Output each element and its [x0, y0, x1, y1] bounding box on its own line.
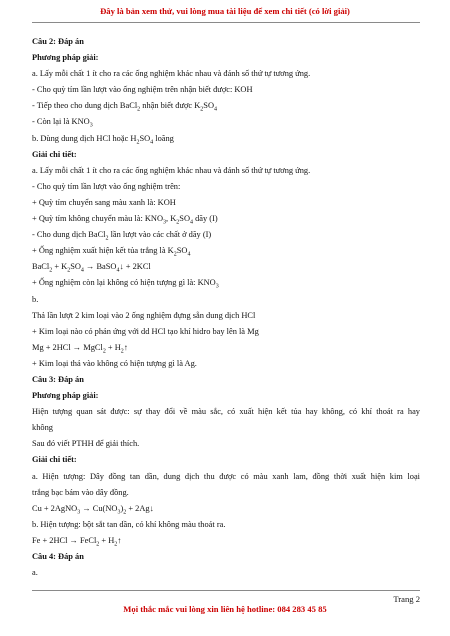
text-line: a. Lấy mỗi chất 1 ít cho ra các ống nghiệm khác nhau và đánh số thứ tự tương ứng. [32, 165, 311, 175]
text-line: - Tiếp theo cho dung dịch BaCl$_2$ nhận biết được $K_2SO_4$ [32, 101, 218, 114]
text-line: b. Hiện tượng: bột sắt tan dần, có khí không màu thoát ra. [32, 519, 226, 529]
solution-heading: Giải chi tiết: [32, 455, 77, 465]
header-divider [32, 22, 420, 23]
page-number: Trang 2 [393, 594, 420, 604]
equation-line: Mg + 2HCl → MgCl$_2$ + $H_2↑$ [32, 342, 128, 355]
question-4-heading: Câu 4: Đáp án [32, 552, 84, 561]
text-line: Hiện tượng quan sát được: sự thay đổi về màu sắc, có xuất hiện kết tủa hay không, có khí thoát ra hay [32, 407, 420, 417]
text-line: a. Hiện tượng: Dây đồng tan dần, dung dịch thu được có màu xanh lam, đồng thời xuất hiện kim loại [32, 471, 420, 481]
question-2-heading: Câu 2: Đáp án [32, 37, 84, 46]
equation-line: Fe + 2HCl → FeCl$_2$ + $H_2↑$ [32, 535, 122, 548]
hotline-footer: Mọi thắc mắc vui lòng xin liên hệ hotline: 084 283 45 85 [123, 604, 327, 614]
method-heading: Phương pháp giải: [32, 391, 99, 401]
text-line: + Quỳ tím chuyển sang màu xanh là: KOH [32, 197, 176, 207]
method-heading: Phương pháp giải: [32, 53, 99, 63]
document-body [32, 34, 420, 581]
solution-heading: Giải chi tiết: [32, 149, 77, 159]
text-line: + Ống nghiệm còn lại không có hiện tượng gì là: $KNO_3$ [32, 278, 219, 291]
preview-banner: Đây là bản xem thử, vui lòng mua tài liệu để xem chi tiết (có lời giải) [100, 6, 350, 16]
text-line: b. [32, 294, 39, 304]
text-line: Thả lần lượt 2 kim loại vào 2 ống nghiệm đựng sẵn dung dịch HCl [32, 310, 256, 320]
text-line: + Kim loại nào có phản ứng với dd HCl tạo khí hidro bay lên là Mg [32, 326, 259, 336]
text-line: - Còn lại là $KNO_3$ [32, 117, 93, 130]
text-line: b. Dùng dung dịch HCl hoặc $H_2SO_4$ loãng [32, 133, 174, 146]
text-line: a. Lấy mỗi chất 1 ít cho ra các ống nghiệm khác nhau và đánh số thứ tự tương ứng. [32, 69, 311, 79]
equation-line: BaCl$_2$ + $K_2SO_4$ → BaSO$_4$↓ + 2KCl [32, 262, 151, 274]
text-line: + Quỳ tím không chuyển màu là: $KNO_3$, $K_2SO_4$ dãy (I) [32, 214, 218, 226]
text-line: - Cho quỳ tím lần lượt vào ống nghiệm trên nhận biết được: KOH [32, 85, 253, 95]
text-line: - Cho quỳ tím lần lượt vào ống nghiệm trên: [32, 181, 181, 191]
text-line: - Cho dung dịch BaCl$_2$ lần lượt vào các chất ở dãy (I) [32, 230, 212, 242]
text-line: + Ống nghiệm xuất hiện kết tủa trắng là $K_2SO_4$ [32, 246, 191, 258]
footer-divider [32, 590, 420, 591]
text-line: trắng bạc bám vào dây đồng. [32, 487, 129, 497]
text-line: + Kim loại thả vào không có hiện tượng gì là Ag. [32, 358, 197, 368]
text-line: a. [32, 568, 38, 578]
text-line: không [32, 423, 53, 433]
equation-line: Cu + 2AgNO$_3$ → $Cu(NO_3)_2$ + 2Ag↓ [32, 503, 154, 516]
question-3-heading: Câu 3: Đáp án [32, 374, 84, 384]
text-line: Sau đó viết PTHH để giải thích. [32, 439, 140, 449]
